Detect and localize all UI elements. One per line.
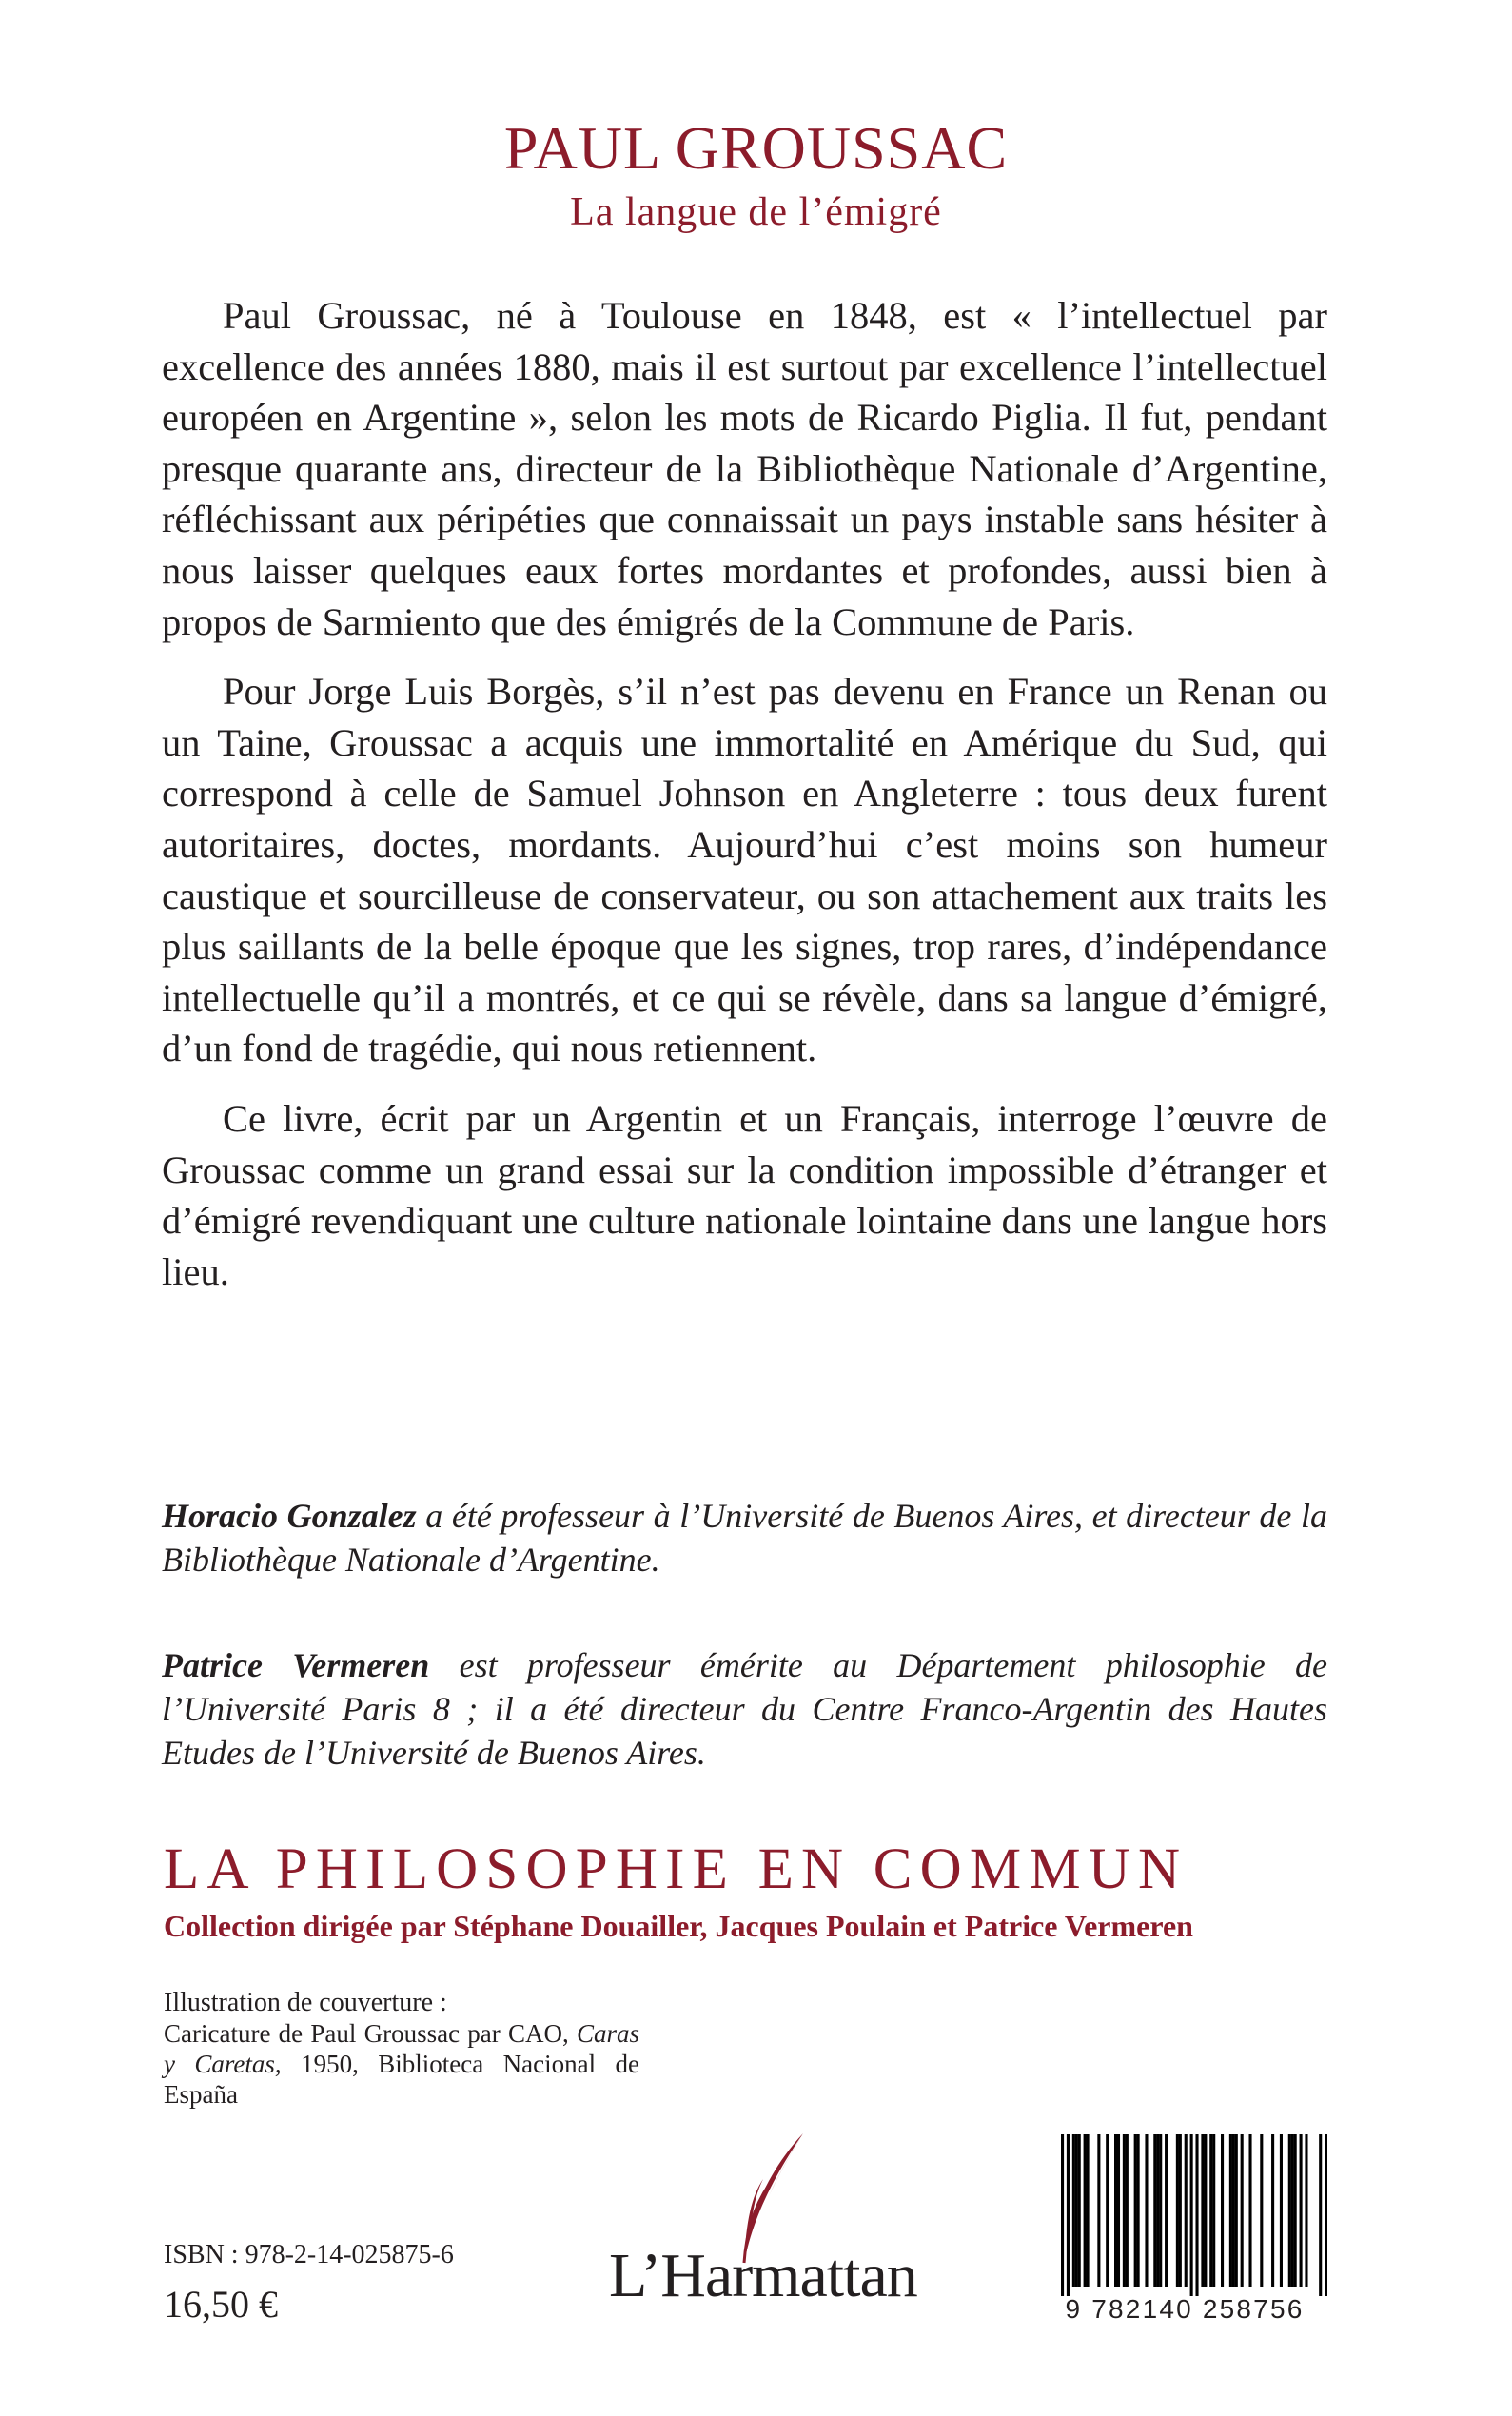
illustration-line1: Caricature de Paul Groussac par CAO, [164, 2019, 569, 2048]
barcode-bar [1176, 2134, 1179, 2287]
barcode-bar [1212, 2134, 1215, 2287]
barcode-bar [1241, 2134, 1244, 2287]
barcode-bar [1123, 2134, 1126, 2287]
illustration-source: Caras y Caretas, [164, 2019, 640, 2078]
barcode-bar [1185, 2134, 1188, 2287]
barcode-bar [1117, 2134, 1120, 2287]
illustration-rest: 1950, Biblioteca Nacional de España [164, 2050, 640, 2109]
barcode-bar [1291, 2134, 1294, 2287]
barcode-bar [1204, 2134, 1207, 2287]
book-subtitle: La langue de l’émigré [570, 190, 942, 234]
series-directors: Collection dirigée par Stéphane Douailler, Jacques Poulain et Patrice Vermeren [164, 1909, 1193, 1943]
barcode-bar [1137, 2134, 1140, 2287]
publisher-logo [609, 2130, 942, 2320]
barcode-bar [1221, 2134, 1224, 2287]
barcode-bar [1248, 2134, 1251, 2287]
barcode [1042, 2134, 1327, 2325]
barcode-bar [1134, 2134, 1137, 2287]
illustration-heading: Illustration de couverture : [164, 1988, 447, 2017]
barcode-bar [1126, 2134, 1129, 2287]
barcode-digits: 9 782140 258756 [1065, 2294, 1305, 2324]
author-bio-text-2: est professeur émérite au Département philosophie de l’Université Paris 8 ; il a été directeur du Centre Franco-Argentin des Hautes Etudes de l’Université de Buenos Aires. [162, 1646, 1327, 1772]
author-bio-1 [162, 1494, 1327, 1581]
summary-paragraph-1: Paul Groussac, né à Toulouse en 1848, est « l’intellectuel par excellence des années 1880, mais il est surtout par excellence l’intellectuel européen en Argentine », selon les mots de Ricardo Piglia. Il fut, pendant presque quarante ans, directeur de la Bibliothèque Nationale d’Argentine, réfléchissant aux péripéties que connaissait un pays instable sans hésiter à nous laisser quelques eaux fortes mordantes et profondes, aussi bien à propos de Sarmiento que des émigrés de la Commune de Paris. [162, 294, 1327, 643]
price: 16,50 € [164, 2283, 278, 2326]
publisher-name: L’Harmattan [609, 2241, 917, 2310]
barcode-bar [1319, 2134, 1322, 2296]
barcode-bar [1165, 2134, 1168, 2287]
series-name: LA PHILOSOPHIE EN COMMUN [164, 1837, 1188, 1901]
barcode-bar [1209, 2134, 1212, 2287]
author-bio-2 [162, 1643, 1327, 1775]
barcode-bar [1305, 2134, 1307, 2287]
book-title: PAUL GROUSSAC [503, 114, 1009, 182]
barcode-bar [1153, 2134, 1156, 2287]
barcode-bar [1075, 2134, 1078, 2287]
barcode-bar [1190, 2134, 1193, 2296]
barcode-bar [1229, 2134, 1232, 2287]
barcode-bar [1114, 2134, 1117, 2287]
barcode-bar [1325, 2134, 1327, 2296]
barcode-bar [1106, 2134, 1109, 2287]
barcode-bar [1195, 2134, 1198, 2296]
barcode-bars [1042, 2134, 1327, 2296]
isbn: ISBN : 978-2-14-025875-6 [164, 2240, 454, 2269]
illustration-credit [164, 1988, 639, 2110]
summary-paragraph-2: Pour Jorge Luis Borgès, s’il n’est pas devenu en France un Renan ou un Taine, Groussac a acquis une immortalité en Amérique du Sud, qui correspond à celle de Samuel Johnson en Angleterre : tous deux furent autoritaires, doctes, mordants. Aujourd’hui c’est moins son humeur caustique et sourcilleuse de conservateur, ou son attachement aux traits les plus saillants de la belle époque que les signes, trop rares, d’indépendance intellectuelle qu’il a montrés, et ce qui se révèle, dans sa langue d’émigré, d’un fond de tragédie, qui nous retiennent. [162, 670, 1327, 1071]
barcode-bar [1156, 2134, 1159, 2287]
summary [162, 290, 1327, 1297]
summary-paragraph-3: Ce livre, écrit par un Argentin et un Français, interroge l’œuvre de Groussac comme un grand essai sur la condition impossible d’étranger et d’émigré revendiquant une culture nationale lointaine dans une langue hors lieu. [162, 1096, 1327, 1293]
barcode-bar [1061, 2134, 1064, 2296]
barcode-bar [1260, 2134, 1263, 2287]
barcode-bar [1087, 2134, 1090, 2287]
barcode-bar [1067, 2134, 1070, 2296]
barcode-bar [1288, 2134, 1291, 2287]
author-name-2: Patrice Vermeren [162, 1646, 430, 1684]
barcode-bar [1232, 2134, 1235, 2287]
barcode-bar [1294, 2134, 1297, 2287]
barcode-bar [1280, 2134, 1283, 2287]
barcode-bar [1084, 2134, 1087, 2287]
barcode-bar [1179, 2134, 1182, 2287]
barcode-bar [1078, 2134, 1081, 2287]
barcode-bar [1072, 2134, 1075, 2287]
barcode-bar [1145, 2134, 1148, 2287]
barcode-bar [1097, 2134, 1100, 2287]
barcode-bar [1201, 2134, 1204, 2287]
author-bio-text-1: a été professeur à l’Université de Buenos Aires, et directeur de la Bibliothèque Nationale d’Argentine. [162, 1497, 1327, 1579]
barcode-bar [1271, 2134, 1274, 2287]
barcode-bar [1300, 2134, 1303, 2287]
barcode-bar [1235, 2134, 1238, 2287]
barcode-bar [1159, 2134, 1162, 2287]
author-name-1: Horacio Gonzalez [162, 1497, 417, 1535]
